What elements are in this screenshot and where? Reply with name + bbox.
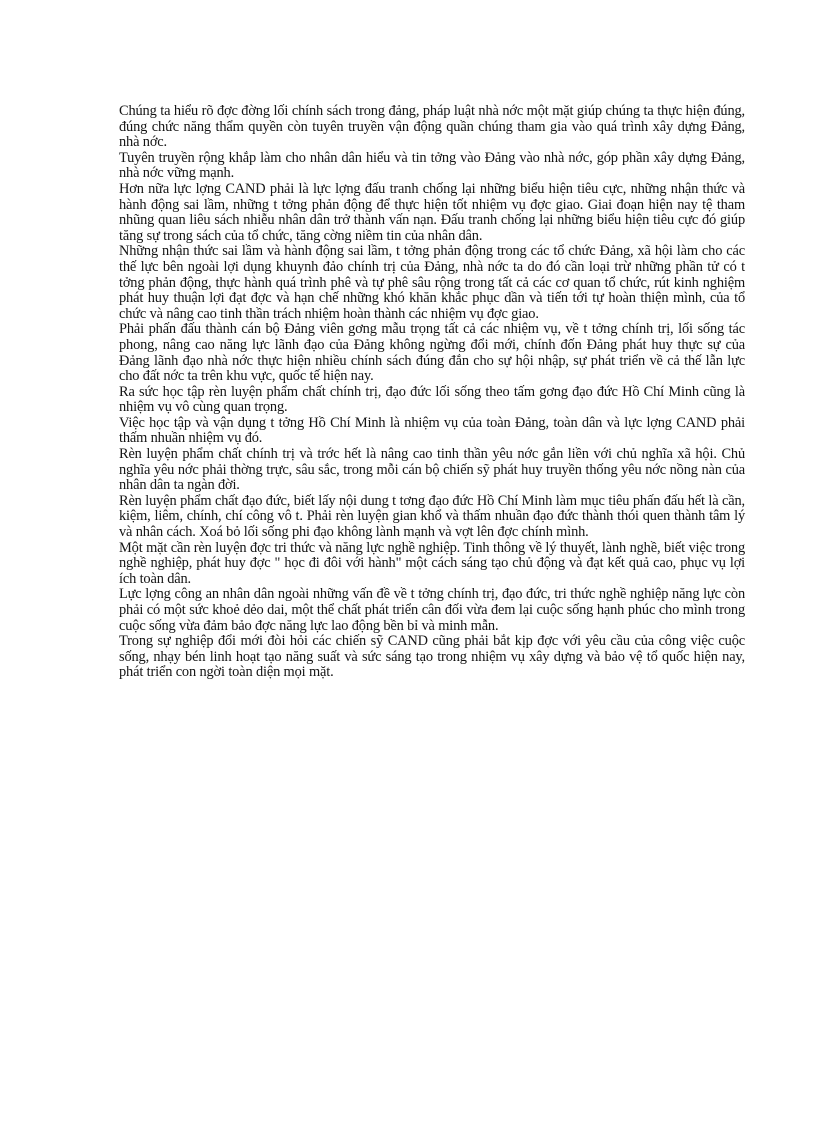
paragraph: Ra sức học tập rèn luyện phẩm chất chính trị, đạo đức lối sống theo tấm gơng đạo đức Hồ Chí Minh cũng là nhiệm vụ vô cùng quan trọng. xyxy=(119,383,745,416)
paragraph: Phải phấn đấu thành cán bộ Đảng viên gơng mẫu trọng tất cả các nhiệm vụ, về t tởng chính trị, lối sống tác phong, nâng cao năng lực lãnh đạo của Đảng không ngừng đổi mới, chính đốn Đảng phát huy thực sự của Đảng lãnh đạo nhà nớc thực hiện nhiều chính sách đúng đắn cho sự hội nhập, sự phát triển về cả thế lẫn lực cho đất nớc ta trên khu vực, quốc tế hiện nay. xyxy=(119,321,745,385)
paragraph: Tuyên truyền rộng khắp làm cho nhân dân hiểu và tin tởng vào Đảng vào nhà nớc, góp phần xây dựng Đảng, nhà nớc vững mạnh. xyxy=(119,149,745,182)
paragraph: Lực lợng công an nhân dân ngoài những vấn đề về t tởng chính trị, đạo đức, tri thức nghề nghiệp năng lực còn phải có một sức khoẻ dẻo dai, một thể chất phát triển cân đối vừa đem lại cuộc sống hạnh phúc cho mình trong cuộc sống vừa đảm bảo đợc năng lực lao động bền bỉ và minh mẫn. xyxy=(119,586,745,634)
paragraph: Trong sự nghiệp đổi mới đòi hỏi các chiến sỹ CAND cũng phải bắt kịp đợc với yêu cầu của công việc cuộc sống, nhạy bén linh hoạt tạo năng suất và sức sáng tạo trong nhiệm vụ xây dựng và bảo vệ tổ quốc hiện nay, phát triển con ngời toàn diện mọi mặt. xyxy=(119,633,745,681)
paragraph: Những nhận thức sai lầm và hành động sai lầm, t tởng phản động trong các tổ chức Đảng, xã hội làm cho các thế lực bên ngoài lợi dụng khuynh đảo chính trị của Đảng, nhà nớc ta do đó cần loại trừ những phần tử có t tởng phản động, thực hành quá trình phê và tự phê sâu rộng trong tất cả các cơ quan tổ chức, rút kinh nghiệm phát huy thuận lợi đạt đợc và hạn chế những khó khăn khắc phục dần và tiến tới tự hoàn thiện mình, của tổ chức và nâng cao tinh thần trách nhiệm hoàn thành các nhiệm vụ đợc giao. xyxy=(119,243,745,322)
document-body xyxy=(119,104,745,681)
paragraph: Rèn luyện phẩm chất đạo đức, biết lấy nội dung t tơng đạo đức Hồ Chí Minh làm mục tiêu phấn đấu hết là cần, kiệm, liêm, chính, chí công vô t. Phải rèn luyện gian khổ và thấm nhuần đạo đức thành thói quen thành tâm lý và nhân cách. Xoá bỏ lối sống phi đạo không lành mạnh và vợt lên đợc chính mình. xyxy=(119,492,745,541)
paragraph: Việc học tập và vận dụng t tởng Hồ Chí Minh là nhiệm vụ của toàn Đảng, toàn dân và lực lợng CAND phải thấm nhuần nhiệm vụ đó. xyxy=(119,414,745,447)
paragraph: Hơn nữa lực lợng CAND phải là lực lợng đấu tranh chống lại những biểu hiện tiêu cực, những nhận thức và hành động sai lầm, những t tởng phản động để thực hiện tốt nhiệm vụ đợc giao. Giai đoạn hiện nay tệ tham nhũng quan liêu sách nhiễu nhân dân trở thành vấn nạn. Đấu tranh chống lại những biểu hiện tiêu cực đó giúp tăng sự trong sách của tổ chức, tăng cờng niềm tin của nhân dân. xyxy=(119,180,745,244)
paragraph: Rèn luyện phẩm chất chính trị và trớc hết là nâng cao tinh thần yêu nớc gắn liền với chủ nghĩa xã hội. Chủ nghĩa yêu nớc phải thờng trực, sâu sắc, trong mỗi cán bộ chiến sỹ phát huy truyền thống yêu nớc nồng nàn của nhân dân ta ngàn đời. xyxy=(119,446,745,494)
paragraph: Chúng ta hiểu rõ đợc đờng lối chính sách trong đảng, pháp luật nhà nớc một mặt giúp chúng ta thực hiện đúng, đúng chức năng thẩm quyền còn tuyên truyền vận động quần chúng tham gia vào quá trình xây dựng Đảng, nhà nớc. xyxy=(119,103,745,151)
paragraph: Một mặt cần rèn luyện đợc tri thức và năng lực nghề nghiệp. Tinh thông về lý thuyết, lành nghề, biết việc trong nghề nghiệp, phát huy đợc " học đi đôi với hành" một cách sáng tạo chủ động và đạt kết quả cao, phục vụ lợi ích toàn dân. xyxy=(119,539,745,587)
